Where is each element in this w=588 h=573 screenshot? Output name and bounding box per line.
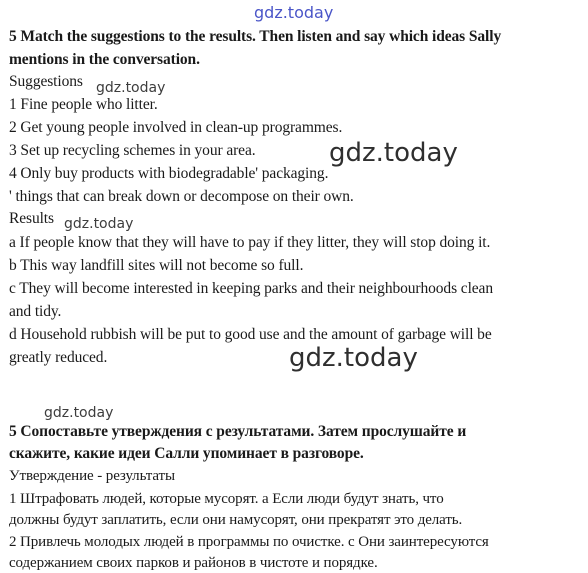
results-label: Results: [9, 210, 54, 227]
suggestion-item: 1 Fine people who litter.: [9, 96, 158, 113]
watermark-right: gdz.today: [329, 138, 458, 168]
translation-line: должны будут заплатить, если они намусорят, они прекратят это делать.: [9, 512, 463, 528]
suggestions-label: Suggestions: [9, 73, 83, 90]
result-item-continuation: and tidy.: [9, 303, 62, 320]
translation-heading-line-2: скажите, какие идеи Салли упоминает в разговоре.: [9, 445, 364, 462]
watermark-results: gdz.today: [64, 216, 134, 232]
watermark-russian: gdz.today: [44, 405, 114, 421]
suggestion-item: 3 Set up recycling schemes in your area.: [9, 142, 256, 159]
result-item-continuation: greatly reduced.: [9, 349, 108, 366]
footnote: ' things that can break down or decompose on their own.: [9, 188, 354, 205]
exercise-heading-line-2: mentions in the conversation.: [9, 51, 200, 68]
watermark-center: gdz.today: [289, 343, 418, 373]
result-item: a If people know that they will have to pay if they litter, they will stop doing it.: [9, 234, 491, 251]
result-item: b This way landfill sites will not become so full.: [9, 257, 304, 274]
result-item: c They will become interested in keeping parks and their neighbourhoods clean: [9, 280, 493, 297]
translation-heading-line-1: 5 Сопоставьте утверждения с результатами. Затем прослушайте и: [9, 423, 467, 440]
translation-line: 2 Привлечь молодых людей в программы по очистке. с Они заинтересуются: [9, 534, 489, 550]
translation-subheading: Утверждение - результаты: [9, 468, 175, 484]
suggestion-item: 4 Only buy products with biodegradable' packaging.: [9, 165, 329, 182]
translation-line: содержанием своих парков и районов в чистоте и порядке.: [9, 555, 378, 571]
watermark-top: gdz.today: [254, 3, 334, 22]
exercise-heading-line-1: 5 Match the suggestions to the results. Then listen and say which ideas Sally: [9, 28, 502, 45]
result-item: d Household rubbish will be put to good use and the amount of garbage will be: [9, 326, 492, 343]
suggestion-item: 2 Get young people involved in clean-up programmes.: [9, 119, 343, 136]
translation-line: 1 Штрафовать людей, которые мусорят. а Если люди будут знать, что: [9, 491, 444, 507]
watermark-suggestions: gdz.today: [96, 80, 166, 96]
